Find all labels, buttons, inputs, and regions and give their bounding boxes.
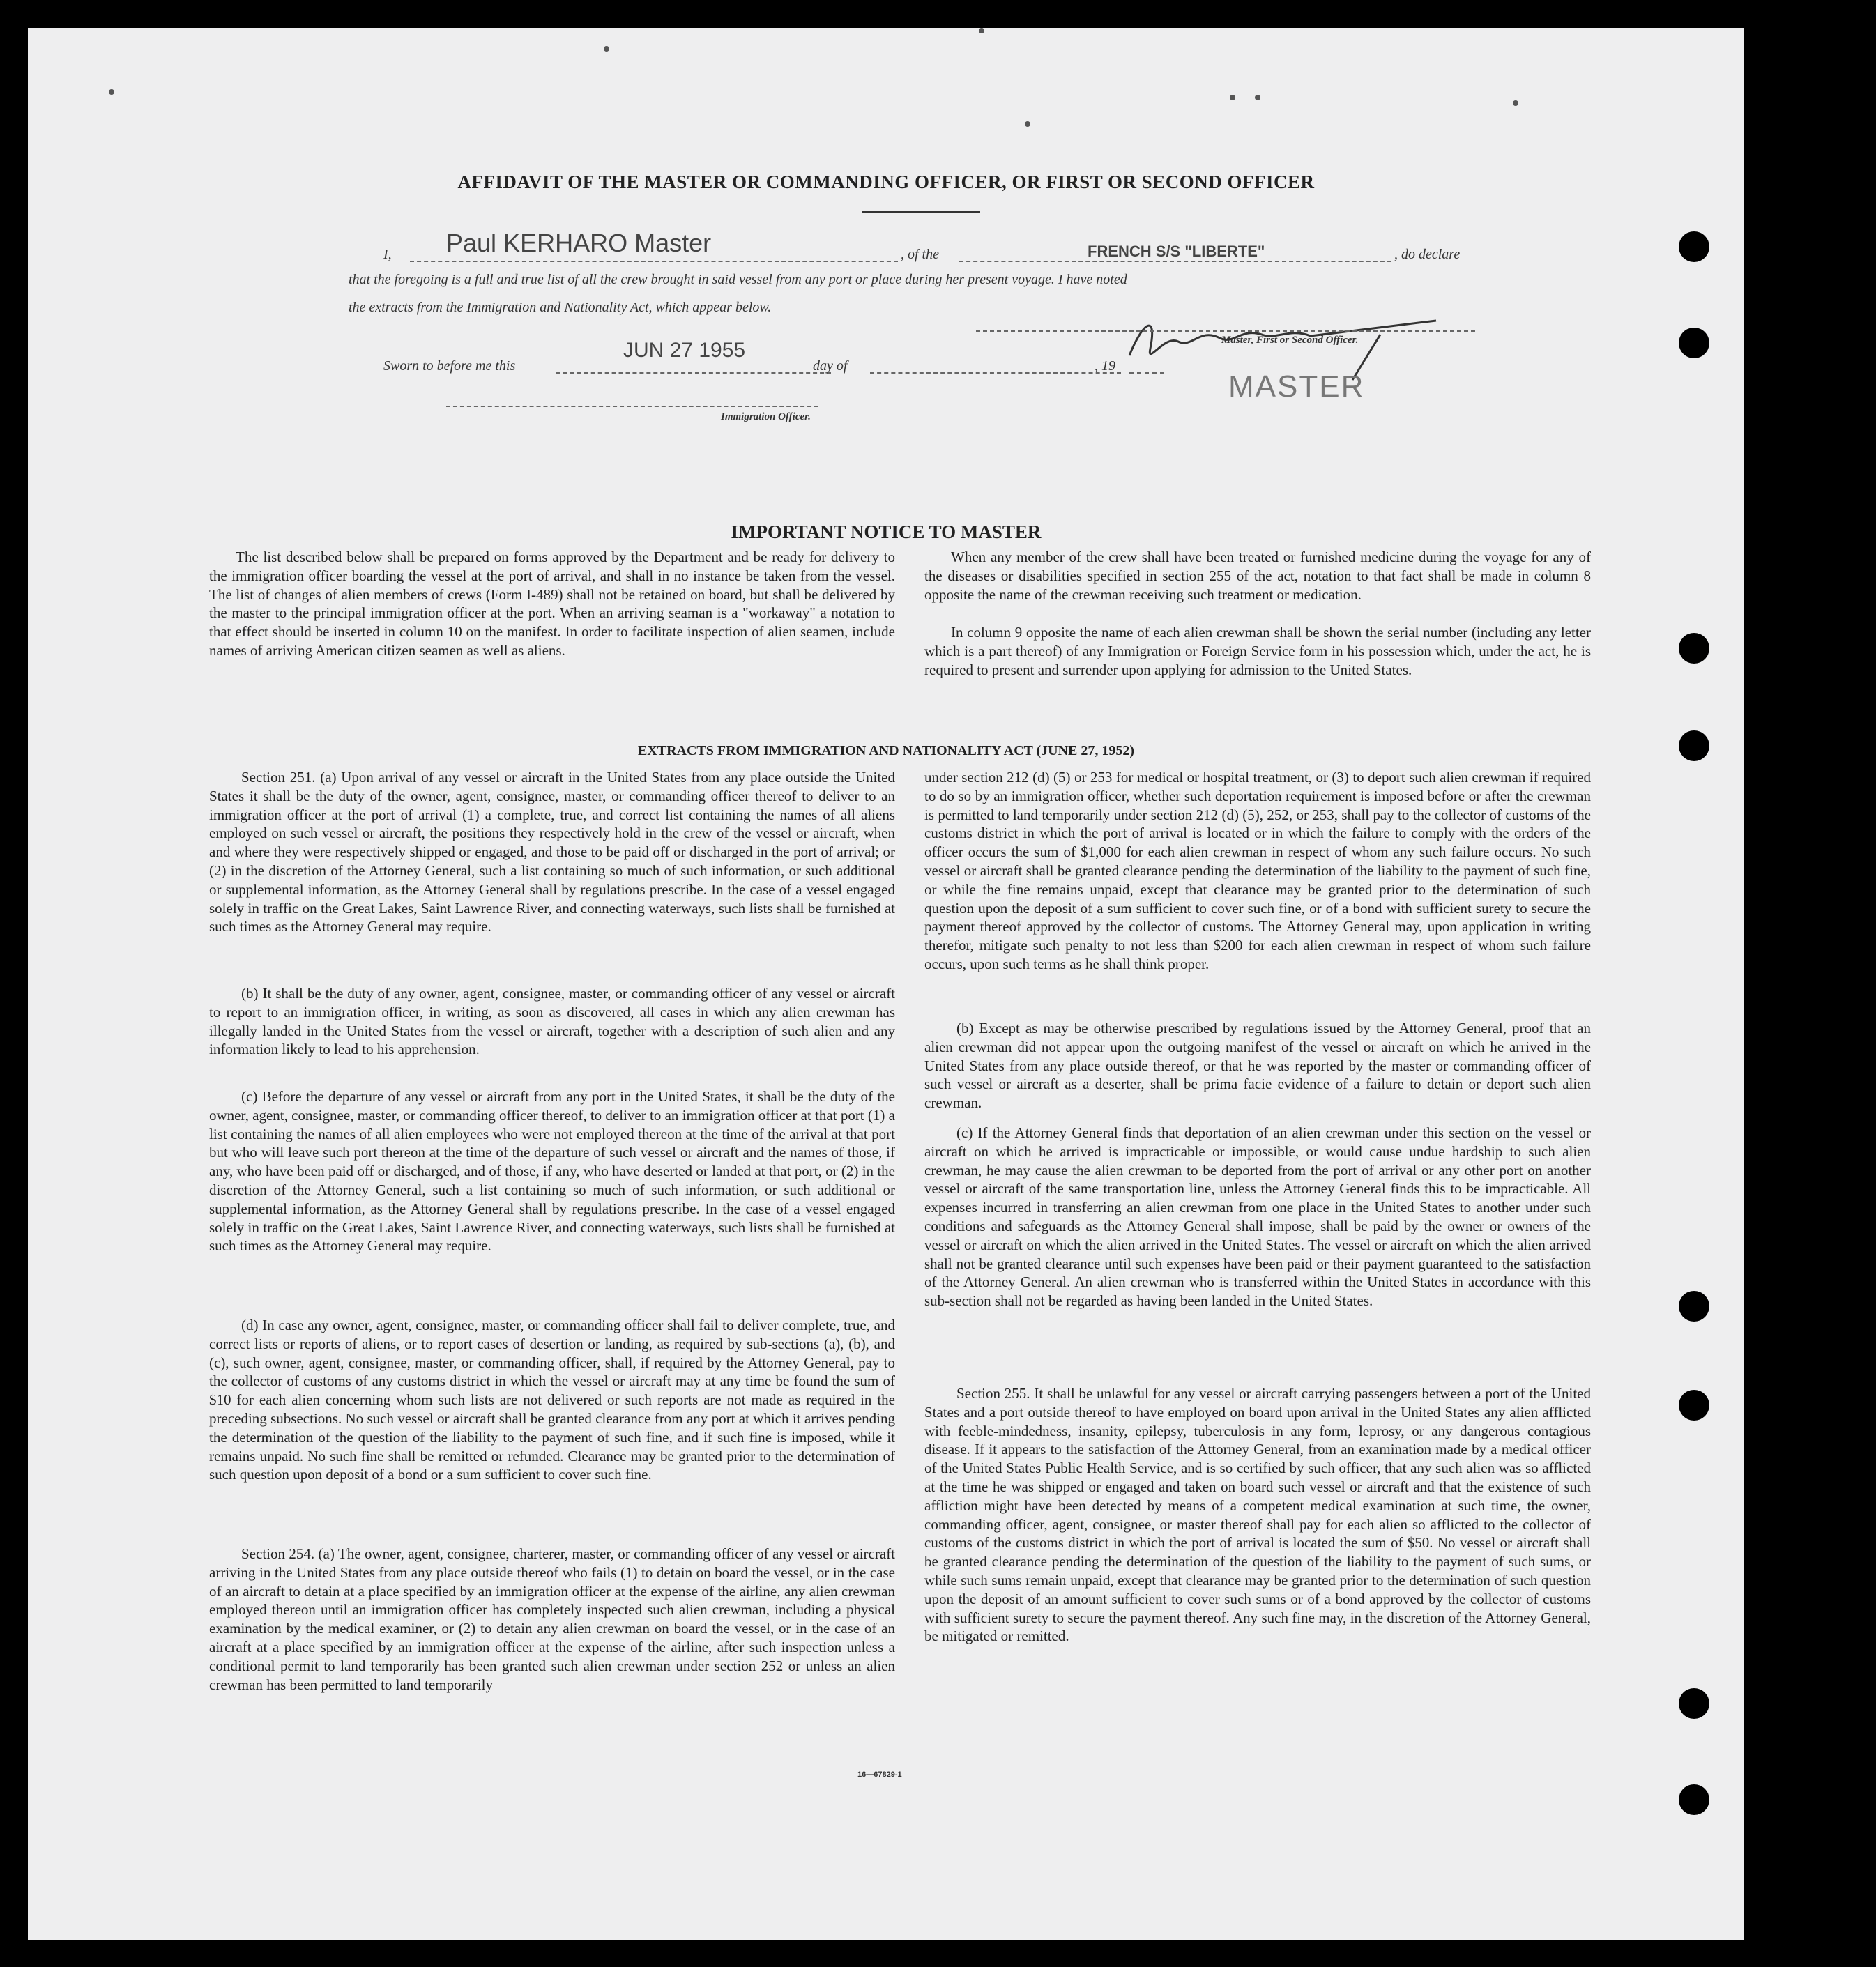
notice-title: IMPORTANT NOTICE TO MASTER [731,521,1042,542]
section-254b: (b) Except as may be otherwise prescribed by regulations issued by the Attorney General, proof that an alien crewman did not appear upon the outgoing manifest of the vessel or aircraft on which he arrived in the United States from any place outside thereof, or that he was reported by the master or commanding officer of such vessel or aircraft as a deserter, shall be prima facie evidence of a failure to detain or deport such alien crewman. [924,1020,1591,1112]
punch-hole [1679,1291,1709,1322]
notice-right-paragraph-1: When any member of the crew shall have been treated or furnished medicine during the voyage for any of the diseases or disabilities specified in section 255 of the act, notation to that fact shall be made in column 8 opposite the name of the crewman receiving such treatment or medication. [924,549,1591,603]
affidavit-title: AFFIDAVIT OF THE MASTER OR COMMANDING OFFICER, OR FIRST OR SECOND OFFICER [457,171,1315,192]
form-number: 16—67829-1 [857,1770,902,1779]
master-name-handwritten: Paul KERHARO Master [446,229,712,257]
officer-label: Immigration Officer. [721,411,811,422]
section-254a-start: Section 254. (a) The owner, agent, consignee, charterer, master, or commanding officer of any vessel or aircraft arriving in the United States from any place outside thereof who fails (1) to detain on board the vessel, or in the case of an aircraft to detain at a place specified by an immigration officer at the expense of the airline, any alien crewman employed thereon until an immigration officer has completely inspected such alien crewman, including a physical examination by the medical examiner, or (2) to detain any alien crewman on board the vessel, or in the case of an aircraft at a place specified by an immigration officer at the expense of the airline, after such inspection unless a conditional permit to land temporarily has been granted such alien crewman under section 252 or unless an alien crewman has been permitted to land temporarily [209,1545,895,1693]
section-251a: Section 251. (a) Upon arrival of any vessel or aircraft in the United States from any place outside the United States it shall be the duty of the owner, agent, consignee, master, or commanding officer thereof to deliver to an immigration officer at the port of arrival (1) a complete, true, and correct list containing the names of all aliens employed on such vessel or aircraft, the positions they respectively hold in the crew of the vessel or aircraft, when and where they were respectively shipped or engaged, and those to be paid off or discharged in the port of arrival; or (2) in the discretion of the Attorney General, such a list containing so much of such information, or such additional or supplemental information, as the Attorney General shall by regulations prescribe. In the case of a vessel engaged solely in traffic on the Great Lakes, Saint Lawrence River, and connecting waterways, such lists shall be furnished at such times as the Attorney General may require. [209,769,895,935]
punch-hole [1679,328,1709,358]
dust-speck [109,89,114,95]
name-line [410,261,898,262]
dust-speck [604,46,609,52]
officer-signature-line [446,406,818,407]
do-declare-label: , do declare [1394,247,1461,262]
dust-speck [1025,121,1030,127]
declaration-line-2: the extracts from the Immigration and Nationality Act, which appear below. [349,300,772,315]
notice-right-paragraph-2: In column 9 opposite the name of each alien crewman shall be shown the serial number (including any letter which is a part thereof) of any Immigration or Foreign Service form in his possession which, under the act, he is required to present and surrender upon applying for admission to the United States. [924,624,1591,678]
vessel-line [959,261,1391,262]
section-251d: (d) In case any owner, agent, consignee, master, or commanding officer shall fail to deliver complete, true, and correct lists or reports of aliens, or to report cases of desertion or landing, as required by sub-sections (a), (b), and (c), such owner, agent, consignee, master, or commanding officer, shall, if required by the Attorney General, pay to the collector of customs of any customs district in which the vessel or aircraft may at any time be found the sum of $10 for each alien concerning whom such lists are not delivered or such reports are not made as required in the preceding subsections. No such vessel or aircraft shall be granted clearance from any port at which it arrives pending the determination of the question of the liability to the payment of such fine, and if such fine is imposed, while it remains unpaid. No such fine shall be remitted or refunded. Clearance may be granted prior to the determination of such question upon deposit of a bond or a sum sufficient to cover such fine. [209,1317,895,1483]
day-of-label: day of [813,358,848,374]
section-254a-continued: under section 212 (d) (5) or 253 for medical or hospital treatment, or (3) to deport such alien crewman if required to do so by an immigration officer, whether such deportation requirement is imposed before or after the crewman is permitted to land temporarily under section 212 (d) (5), 252, or 253, shall pay to the collector of customs of the customs district in which the port of arrival is located or in which the failure to comply with the orders of the officer occurs the sum of $1,000 for each alien crewman in respect of whom any such failure occurs. No such vessel or aircraft shall be granted clearance pending the determination of the liability to the payment of such fine, or while the fine remains unpaid, except that clearance may be granted prior to the determination of such question upon the deposit of a sum sufficient to cover such fine, or of a bond with sufficient surety to secure the payment thereof approved by the collector of customs. The Attorney General may, upon application in writing therefor, mitigate such penalty to not less than $200 for each alien crewman in respect of whom such failure occurs, upon such terms as he shall think proper. [924,769,1591,972]
punch-hole [1679,1688,1709,1719]
notice-left-paragraph: The list described below shall be prepared on forms approved by the Department and be ready for delivery to the immigration officer boarding the vessel at the port of arrival, and shall in no instance be taken from the vessel. The list of changes of alien members of crews (Form I-489) shall not be retained on board, but shall be delivered by the master to the principal immigration officer at the port. When an arriving seaman is a "workaway" a notation to that effect should be inserted in column 10 on the manifest. In order to facilitate inspection of alien seamen, include names of arriving American citizen seamen as well as aliens. [209,549,895,659]
dust-speck [1255,95,1260,100]
dust-speck [979,28,984,33]
sworn-date-line [556,372,831,374]
of-the-label: , of the [901,247,939,262]
declaration-line-1: that the foregoing is a full and true list of all the crew brought in said vessel from any port or place during her present voyage. I have noted [349,272,1127,287]
punch-hole [1679,1784,1709,1815]
title-underline [862,211,980,213]
document-page [28,28,1744,1940]
master-stamp: MASTER [1228,369,1365,404]
section-251c: (c) Before the departure of any vessel or aircraft from any port in the United States, it shall be the duty of the owner, agent, consignee, master, or commanding officer thereof, to deliver to an immigration officer at that port (1) a list containing the names of all alien employees who were not employed thereon at the time of the arrival at that port but who will leave such port thereon at the time of the departure of such vessel or aircraft and the names of those, if any, who have been paid off or discharged, and of those, if any, who have deserted or landed at that port, or (2) in the discretion of the Attorney General, such a list containing so much of such information, or such additional or supplemental information, as the Attorney General shall by regulations prescribe. In the case of a vessel engaged solely in traffic on the Great Lakes, Saint Lawrence River, and connecting waterways, such lists shall be furnished at such times as the Attorney General may require. [209,1088,895,1255]
signer-role-label: Master, First or Second Officer. [1221,335,1359,346]
year-line [1129,372,1164,374]
punch-hole [1679,1390,1709,1421]
year-label: , 19 [1095,358,1115,374]
punch-hole [1679,730,1709,761]
vessel-stamp: FRENCH S/S "LIBERTE" [1088,243,1265,260]
section-254c: (c) If the Attorney General finds that deportation of an alien crewman under this section on the vessel or aircraft on which he arrived is impracticable or impossible, or would cause undue hardship to such alien crewman, he may cause the alien crewman to be deported from the port of arrival or any other port on another vessel or aircraft of the same transportation line, unless the Attorney General finds this to be impracticable. All expenses incurred in transferring an alien crewman from one place in the United States to another under such conditions and safeguards as the Attorney General shall impose, shall be paid by the owner or owners of the vessel or aircraft on which the alien arrived in the United States. The vessel or aircraft on which the alien arrived shall not be granted clearance until such expenses have been paid or their payment guaranteed to the satisfaction of the Attorney General. An alien crewman who is transferred within the United States in accordance with this sub-section shall not be regarded as having been landed in the United States. [924,1124,1591,1310]
month-line [870,372,1121,374]
i-label: I, [383,247,392,262]
section-251b: (b) It shall be the duty of any owner, agent, consignee, master, or commanding officer of any vessel or aircraft to report to an immigration officer, in writing, as soon as discovered, all cases in which any alien crewman has illegally landed in the United States from the vessel or aircraft, together with a description of such alien and any information likely to lead to his apprehension. [209,985,895,1058]
punch-hole [1679,633,1709,664]
signature-line [976,330,1475,332]
extracts-title: EXTRACTS FROM IMMIGRATION AND NATIONALITY ACT (JUNE 27, 1952) [637,743,1135,758]
section-255: Section 255. It shall be unlawful for any vessel or aircraft carrying passengers between a port of the United States and a port outside thereof to have employed on board upon arrival in the United States any alien afflicted with feeble-mindedness, insanity, epilepsy, tuberculosis in any form, leprosy, or any dangerous contagious disease. If it appears to the satisfaction of the Attorney General, from an examination made by a medical officer of the United States Public Health Service, and is so certified by such officer, that any such alien was so afflicted at the time he was shipped or engaged and taken on board such vessel or aircraft and that the existence of such affliction might have been detected by means of a competent medical examination at such time, the owner, commanding officer, agent, consignee, or master thereof shall pay for each alien so afflicted to the collector of customs of the customs district in which the port of arrival is located the sum of $50. No vessel or aircraft shall be granted clearance pending the determination of the question of the liability to the payment of such sums, or while such sums remain unpaid, except that clearance may be granted prior to the determination of such question upon the deposit of an amount sufficient to cover such sums or of a bond approved by the collector of customs with sufficient surety to secure the payment thereof. Any such fine may, in the discretion of the Attorney General, be mitigated or remitted. [924,1385,1591,1645]
sworn-date-stamp: JUN 27 1955 [623,339,746,362]
sworn-label: Sworn to before me this [383,358,516,374]
dust-speck [1513,100,1518,106]
dust-speck [1230,95,1235,100]
punch-hole [1679,231,1709,262]
